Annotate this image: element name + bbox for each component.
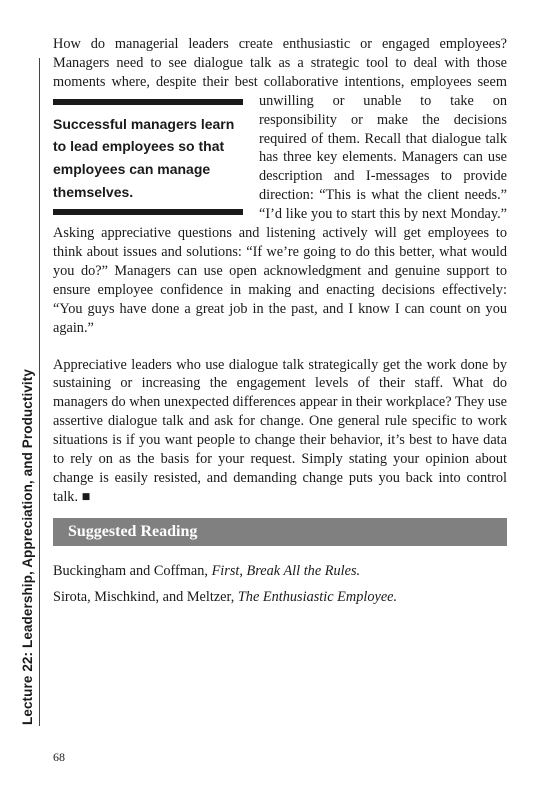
page-number: 68: [53, 750, 65, 764]
reading-item: [53, 588, 507, 607]
pull-quote-text: Successful managers learn to lead employees so that employees can manage themselves.: [53, 115, 235, 200]
side-divider: [39, 58, 40, 726]
suggested-reading-heading: Suggested Reading: [53, 518, 507, 546]
reading-authors: Buckingham and Coffman,: [53, 562, 212, 579]
reading-list: [53, 562, 507, 607]
pull-quote-bottom-rule: [53, 209, 243, 215]
reading-authors: Sirota, Mischkind, and Meltzer,: [53, 588, 238, 605]
reading-title: First, Break All the Rules.: [211, 562, 361, 579]
pull-quote: [53, 99, 243, 215]
paragraph-1: [53, 35, 507, 338]
paragraph-1-opening: How do managerial leaders create enthusiastic or engaged employees? Managers need to see dialogue talk as a strategic tool to deal with those moments where, despite their best collaborative intentions, employees: [53, 36, 507, 90]
paragraph-2-text: Appreciative leaders who use dialogue talk strategically get the work done by sustaining or increasing the engagement levels of their staff. What do managers do when unexpected differences appear in their workplace? They use assertive dialogue talk and ask for change. One general rule specific to work situations is if you want people to change their behavior, it’s best to have data to rely on as the basis for your request. Simply stating your opinion about change is easily resisted, and demanding change puts you back into control talk.: [53, 356, 507, 505]
paragraph-2: [53, 356, 507, 507]
end-mark: ■: [81, 488, 91, 505]
reading-title: The Enthusiastic Employee.: [237, 588, 398, 605]
paragraph-1-continuation: seem unwilling or unable to take on responsibility or make the decisions required of them. Recall that dialogue talk has three key elements. Managers can use description and I-messages to provide direction: “This is what the client needs.” “I’d like you to start this by next Monday.” Asking appreciative questions and listening actively will get employees to think about issues and solutions: “If we’re going to do this better, what would you do?” Managers can use open acknowledgment and genuine support to ensure employee confidence in making and enacting decisions effectively: “You guys have done a great job in the past, and I know I can count on you again.”: [53, 73, 507, 336]
lecture-side-label: Lecture 22: Leadership, Appreciation, and Productivity: [20, 369, 35, 725]
reading-item: [53, 562, 507, 581]
page-content: [53, 35, 507, 607]
